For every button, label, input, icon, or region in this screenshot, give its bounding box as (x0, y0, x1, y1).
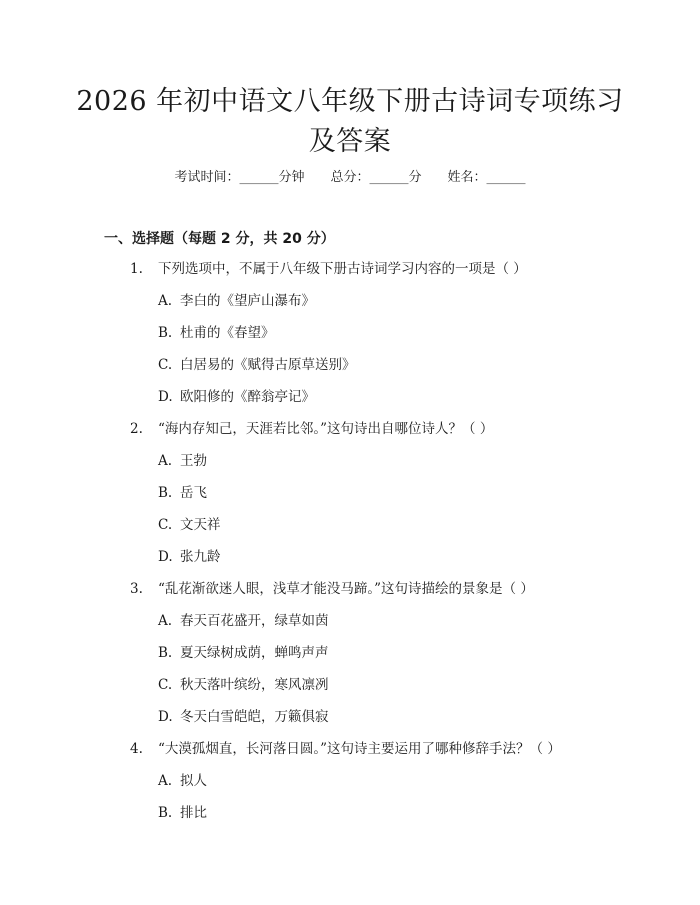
option-letter: B. (158, 485, 173, 501)
question-3-option-d (158, 706, 329, 728)
question-2-option-b (158, 482, 207, 504)
option-text: 冬天白雪皑皑，万籁俱寂 (180, 709, 329, 725)
option-letter: B. (158, 325, 173, 341)
option-text: 杜甫的《春望》 (180, 325, 275, 341)
option-letter: D. (158, 549, 173, 565)
question-4-option-a (158, 770, 207, 792)
question-1-option-c (158, 354, 356, 376)
question-3-option-a (158, 610, 329, 632)
question-3-option-b (158, 642, 329, 664)
option-letter: C. (158, 517, 173, 533)
option-text: 白居易的《赋得古原草送别》 (180, 357, 356, 373)
question-2-option-c (158, 514, 221, 536)
option-letter: C. (158, 357, 173, 373)
option-text: 岳飞 (180, 485, 207, 501)
question-2-option-d (158, 546, 221, 568)
option-letter: A. (158, 613, 173, 629)
section-heading: 一、选择题（每题 2 分，共 20 分） (104, 231, 335, 247)
question-1-option-d (158, 386, 315, 408)
question-2 (130, 418, 493, 440)
option-text: 王勃 (180, 453, 207, 469)
question-text: “乱花渐欲迷人眼，浅草才能没马蹄。”这句诗描绘的景象是（ ） (158, 581, 534, 597)
question-1-option-b (158, 322, 275, 344)
option-text: 文天祥 (180, 517, 221, 533)
document-title-line2: 及答案 (308, 126, 392, 157)
option-letter: B. (158, 805, 173, 821)
student-name-field: 姓名：______ (447, 170, 526, 185)
option-text: 春天百花盛开，绿草如茵 (180, 613, 329, 629)
option-text: 秋天落叶缤纷，寒风凛冽 (180, 677, 329, 693)
document-title-line1: 2026 年初中语文八年级下册古诗词专项练习 (76, 86, 624, 117)
question-3-option-c (158, 674, 329, 696)
option-letter: A. (158, 773, 173, 789)
option-text: 夏天绿树成荫，蝉鸣声声 (180, 645, 329, 661)
question-number: 4. (130, 741, 143, 757)
option-letter: A. (158, 453, 173, 469)
option-text: 排比 (180, 805, 207, 821)
option-letter: A. (158, 293, 173, 309)
option-text: 欧阳修的《醉翁亭记》 (180, 389, 315, 405)
question-text: 下列选项中，不属于八年级下册古诗词学习内容的一项是（ ） (158, 261, 527, 277)
question-3 (130, 578, 534, 600)
option-text: 张九龄 (180, 549, 221, 565)
question-1-option-a (158, 290, 315, 312)
question-number: 3. (130, 581, 143, 597)
exam-info (0, 168, 700, 188)
option-letter: D. (158, 709, 173, 725)
option-letter: C. (158, 677, 173, 693)
option-text: 李白的《望庐山瀑布》 (180, 293, 315, 309)
option-letter: D. (158, 389, 173, 405)
question-number: 2. (130, 421, 143, 437)
option-letter: B. (158, 645, 173, 661)
question-4-option-b (158, 802, 207, 824)
exam-time: 考试时间：______分钟 (174, 170, 305, 185)
question-2-option-a (158, 450, 207, 472)
total-score: 总分：______分 (330, 170, 422, 185)
question-text: “大漠孤烟直，长河落日圆。”这句诗主要运用了哪种修辞手法？（ ） (158, 741, 561, 757)
question-4 (130, 738, 561, 760)
option-text: 拟人 (180, 773, 207, 789)
question-text: “海内存知己，天涯若比邻。”这句诗出自哪位诗人？（ ） (158, 421, 494, 437)
question-number: 1. (130, 261, 143, 277)
question-1 (130, 258, 527, 280)
